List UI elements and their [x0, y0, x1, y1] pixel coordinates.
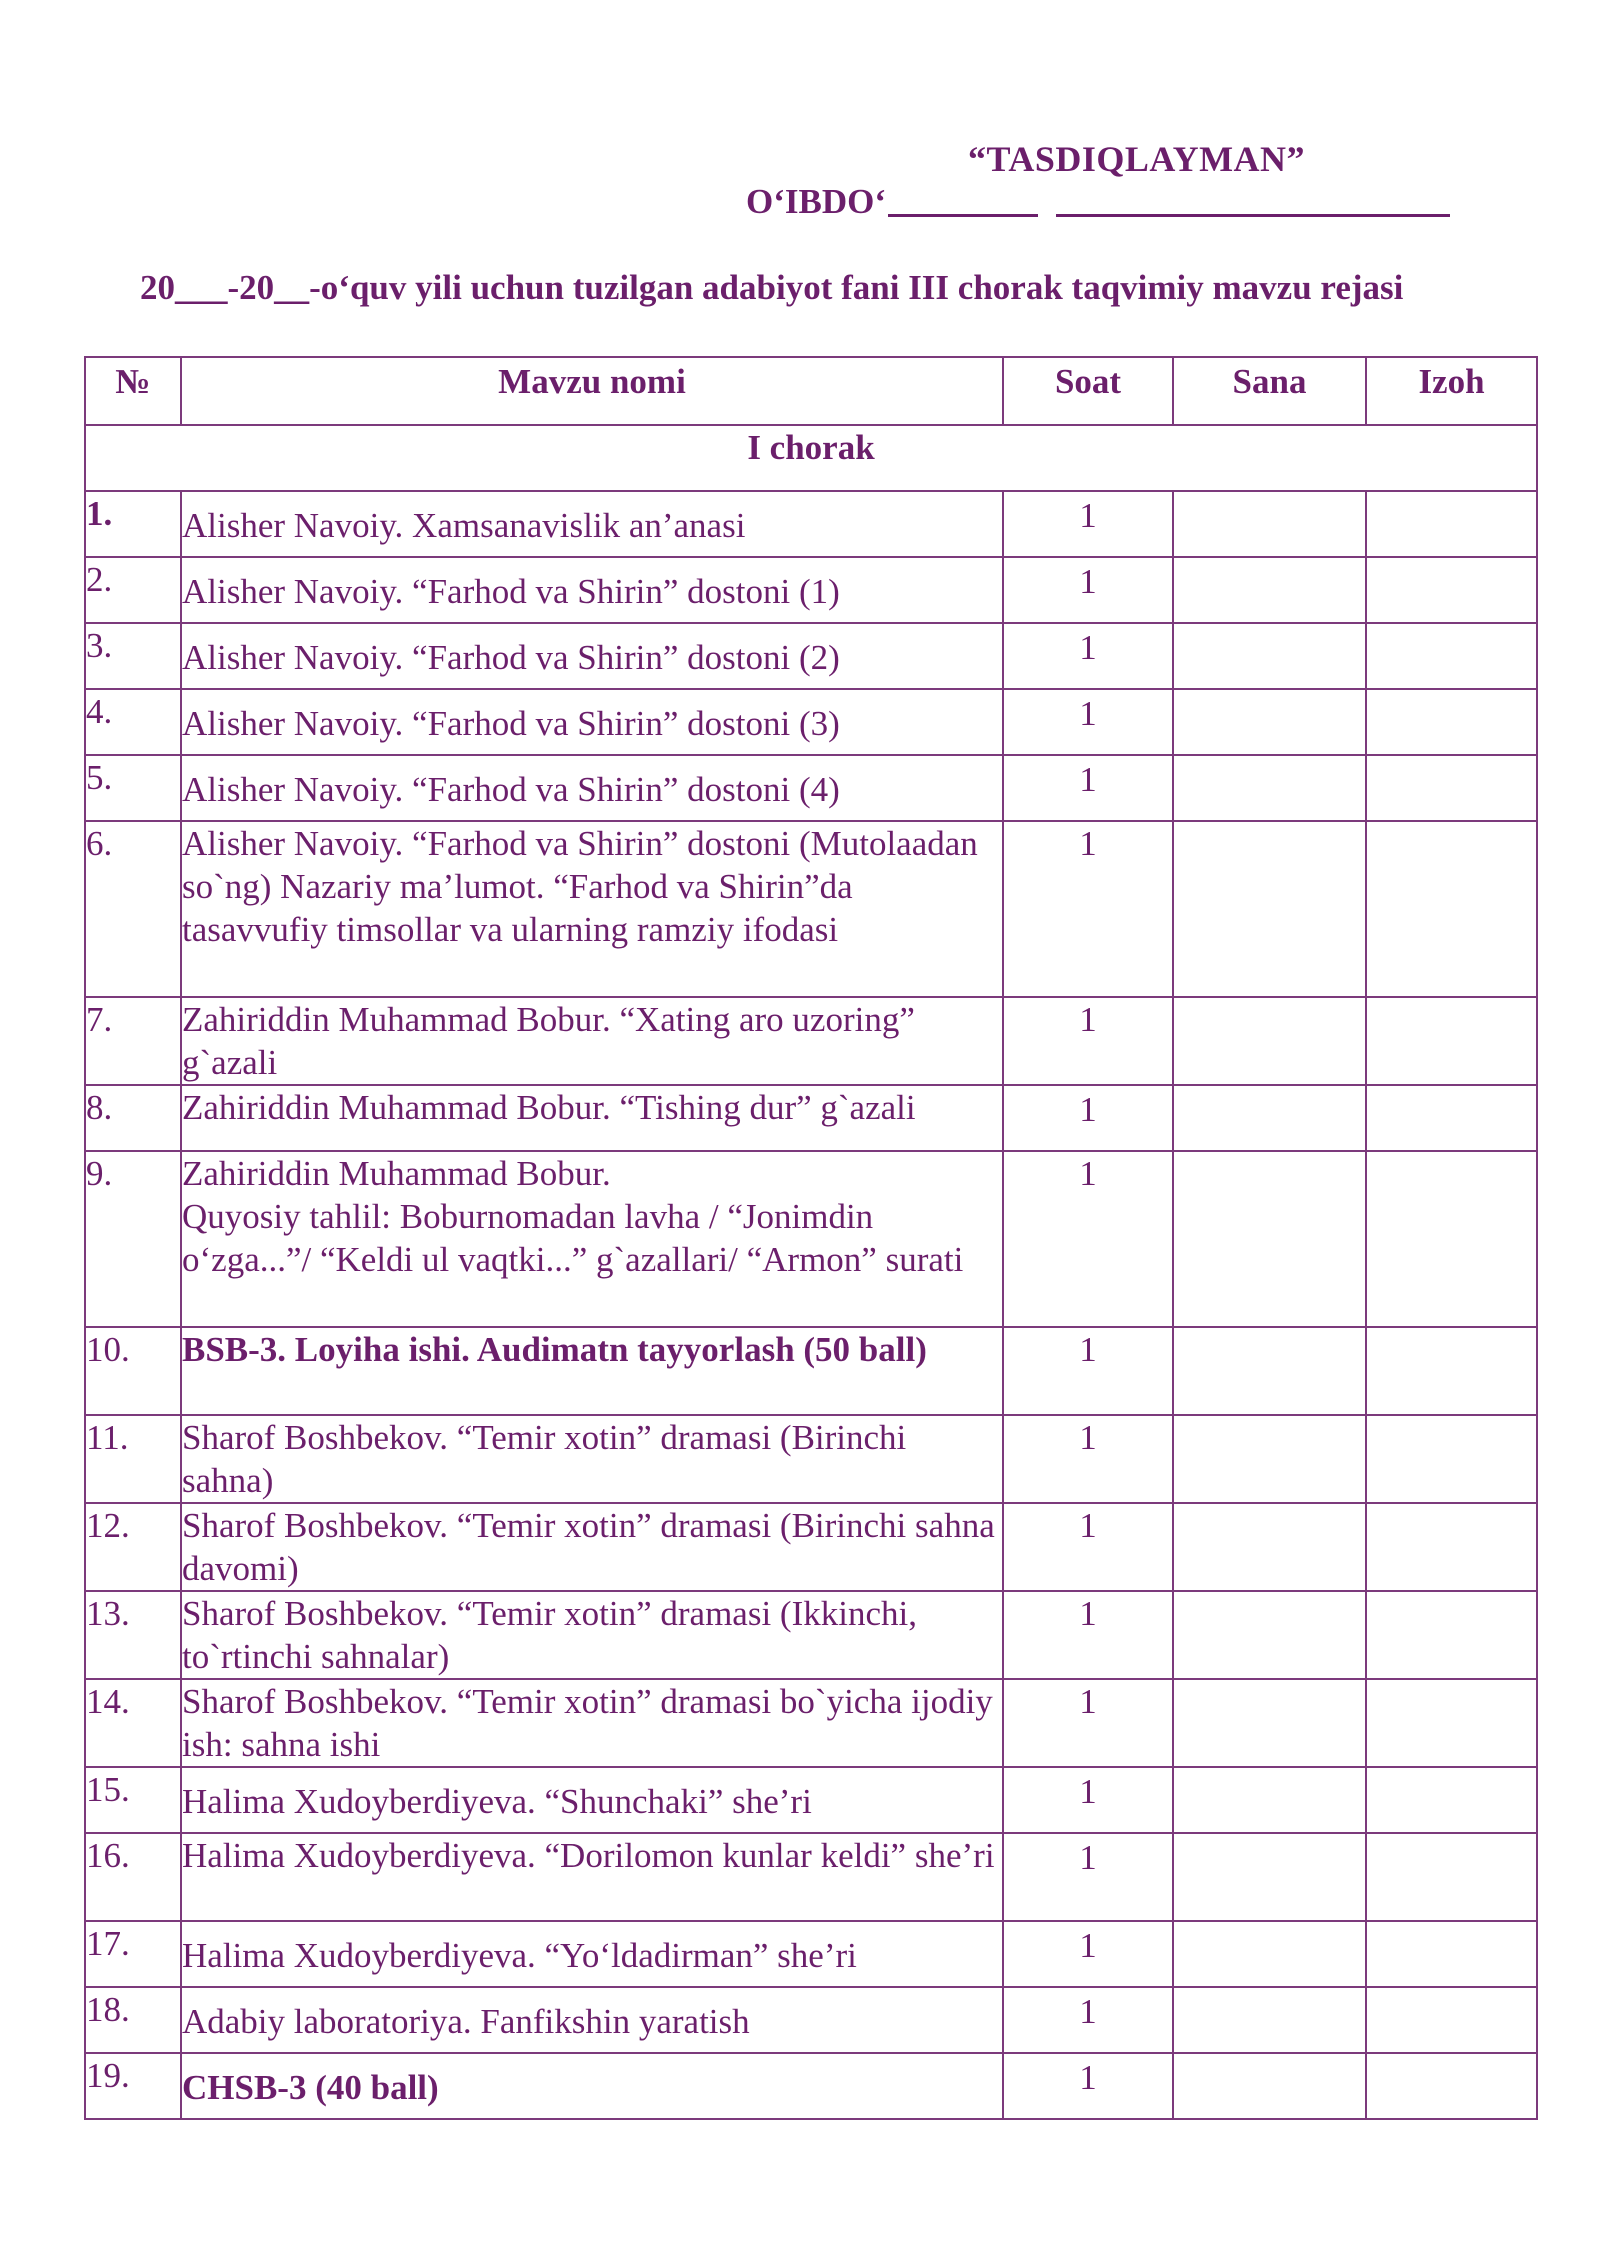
director-label: O‘IBDO‘	[746, 182, 886, 221]
row-note[interactable]	[1366, 491, 1537, 557]
row-hours: 1	[1003, 689, 1173, 755]
table-row	[85, 1415, 1537, 1503]
table-row	[85, 1327, 1537, 1415]
row-topic-detail: Quyosiy tahlil: Boburnomadan lavha / “Jonimdin o‘zga...”/ “Keldi ul vaqtki...” g`azallari/ “Armon” surati	[182, 1197, 964, 1279]
row-note[interactable]	[1366, 2053, 1537, 2119]
signature-blank	[888, 214, 1038, 217]
row-note[interactable]	[1366, 1415, 1537, 1503]
row-number: 18.	[85, 1987, 181, 2053]
table-row	[85, 1767, 1537, 1833]
row-date[interactable]	[1173, 557, 1366, 623]
row-number: 6.	[85, 821, 181, 997]
row-number: 9.	[85, 1151, 181, 1327]
row-note[interactable]	[1366, 1767, 1537, 1833]
row-topic: Alisher Navoiy. “Farhod va Shirin” dostoni (2)	[181, 623, 1003, 689]
row-topic: Zahiriddin Muhammad Bobur. “Tishing dur” g`azali	[181, 1085, 1003, 1151]
row-topic: Sharof Boshbekov. “Temir xotin” dramasi (Birinchi sahna)	[181, 1415, 1003, 1503]
lesson-plan-table	[84, 356, 1538, 2120]
row-date[interactable]	[1173, 2053, 1366, 2119]
table-row	[85, 1151, 1537, 1327]
row-note[interactable]	[1366, 1833, 1537, 1921]
row-number: 12.	[85, 1503, 181, 1591]
row-date[interactable]	[1173, 1987, 1366, 2053]
row-topic: BSB-3. Loyiha ishi. Audimatn tayyorlash (50 ball)	[181, 1327, 1003, 1415]
row-topic: Zahiriddin Muhammad Bobur. “Xating aro uzoring” g`azali	[181, 997, 1003, 1085]
table-row	[85, 1503, 1537, 1591]
row-number: 7.	[85, 997, 181, 1085]
row-topic: Alisher Navoiy. “Farhod va Shirin” dostoni (3)	[181, 689, 1003, 755]
name-blank	[1056, 214, 1450, 217]
row-hours: 1	[1003, 1679, 1173, 1767]
row-topic: CHSB-3 (40 ball)	[181, 2053, 1003, 2119]
row-hours: 1	[1003, 1921, 1173, 1987]
row-hours: 1	[1003, 1591, 1173, 1679]
row-date[interactable]	[1173, 1921, 1366, 1987]
table-row	[85, 1987, 1537, 2053]
row-note[interactable]	[1366, 997, 1537, 1085]
row-hours: 1	[1003, 2053, 1173, 2119]
table-row	[85, 997, 1537, 1085]
row-topic: Sharof Boshbekov. “Temir xotin” dramasi (Ikkinchi, to`rtinchi sahnalar)	[181, 1591, 1003, 1679]
row-topic: Alisher Navoiy. “Farhod va Shirin” dostoni (4)	[181, 755, 1003, 821]
row-topic: Sharof Boshbekov. “Temir xotin” dramasi bo`yicha ijodiy ish: sahna ishi	[181, 1679, 1003, 1767]
row-date[interactable]	[1173, 689, 1366, 755]
row-number: 13.	[85, 1591, 181, 1679]
row-date[interactable]	[1173, 1591, 1366, 1679]
table-row	[85, 1591, 1537, 1679]
row-hours: 1	[1003, 997, 1173, 1085]
row-topic: Halima Xudoyberdiyeva. “Yo‘ldadirman” she’ri	[181, 1921, 1003, 1987]
row-topic: Alisher Navoiy. “Farhod va Shirin” dostoni (Mutolaadan so`ng) Nazariy ma’lumot. “Farhod va Shirin”da tasavvufiy timsollar va ularning ramziy ifodasi	[181, 821, 1003, 997]
row-number: 2.	[85, 557, 181, 623]
row-topic: Halima Xudoyberdiyeva. “Dorilomon kunlar keldi” she’ri	[181, 1833, 1003, 1921]
row-number: 17.	[85, 1921, 181, 1987]
table-row	[85, 1679, 1537, 1767]
row-note[interactable]	[1366, 821, 1537, 997]
row-note[interactable]	[1366, 1151, 1537, 1327]
row-topic: Halima Xudoyberdiyeva. “Shunchaki” she’ri	[181, 1767, 1003, 1833]
table-row	[85, 623, 1537, 689]
row-topic-cell	[181, 1151, 1003, 1327]
row-date[interactable]	[1173, 1679, 1366, 1767]
section-row	[85, 425, 1537, 491]
table-row	[85, 821, 1537, 997]
row-date[interactable]	[1173, 1415, 1366, 1503]
row-note[interactable]	[1366, 1591, 1537, 1679]
section-title: I chorak	[85, 425, 1537, 491]
row-hours: 1	[1003, 1503, 1173, 1591]
row-hours: 1	[1003, 1151, 1173, 1327]
row-note[interactable]	[1366, 1921, 1537, 1987]
row-note[interactable]	[1366, 1085, 1537, 1151]
row-hours: 1	[1003, 1833, 1173, 1921]
row-date[interactable]	[1173, 821, 1366, 997]
column-header-hours: Soat	[1003, 357, 1173, 425]
approval-heading: “TASDIQLAYMAN”	[968, 139, 1306, 179]
row-number: 19.	[85, 2053, 181, 2119]
row-topic: Alisher Navoiy. “Farhod va Shirin” dostoni (1)	[181, 557, 1003, 623]
row-date[interactable]	[1173, 1085, 1366, 1151]
row-topic: Zahiriddin Muhammad Bobur.	[182, 1154, 611, 1193]
row-date[interactable]	[1173, 755, 1366, 821]
row-date[interactable]	[1173, 1503, 1366, 1591]
row-hours: 1	[1003, 1327, 1173, 1415]
row-number: 11.	[85, 1415, 181, 1503]
row-date[interactable]	[1173, 997, 1366, 1085]
row-date[interactable]	[1173, 1767, 1366, 1833]
row-note[interactable]	[1366, 755, 1537, 821]
row-number: 14.	[85, 1679, 181, 1767]
row-note[interactable]	[1366, 1503, 1537, 1591]
row-topic: Adabiy laboratoriya. Fanfikshin yaratish	[181, 1987, 1003, 2053]
table-row	[85, 557, 1537, 623]
row-date[interactable]	[1173, 1833, 1366, 1921]
row-hours: 1	[1003, 755, 1173, 821]
row-hours: 1	[1003, 623, 1173, 689]
table-row	[85, 1921, 1537, 1987]
column-header-topic: Mavzu nomi	[181, 357, 1003, 425]
document-title: 20___-20__-o‘quv yili uchun tuzilgan adabiyot fani III chorak taqvimiy mavzu rejasi	[140, 268, 1404, 307]
table-row	[85, 1085, 1537, 1151]
column-header-note: Izoh	[1366, 357, 1537, 425]
row-hours: 1	[1003, 1415, 1173, 1503]
table-row	[85, 491, 1537, 557]
row-number: 3.	[85, 623, 181, 689]
row-note[interactable]	[1366, 1987, 1537, 2053]
row-topic: Alisher Navoiy. Xamsanavislik an’anasi	[181, 491, 1003, 557]
row-number: 16.	[85, 1833, 181, 1921]
row-number: 5.	[85, 755, 181, 821]
table-row	[85, 2053, 1537, 2119]
row-hours: 1	[1003, 1987, 1173, 2053]
row-date[interactable]	[1173, 623, 1366, 689]
table-header-row	[85, 357, 1537, 425]
row-date[interactable]	[1173, 1327, 1366, 1415]
row-date[interactable]	[1173, 491, 1366, 557]
row-number: 1.	[85, 491, 181, 557]
table-row	[85, 1833, 1537, 1921]
row-note[interactable]	[1366, 1327, 1537, 1415]
row-topic: Sharof Boshbekov. “Temir xotin” dramasi (Birinchi sahna davomi)	[181, 1503, 1003, 1591]
row-hours: 1	[1003, 1085, 1173, 1151]
row-hours: 1	[1003, 1767, 1173, 1833]
row-number: 15.	[85, 1767, 181, 1833]
row-note[interactable]	[1366, 557, 1537, 623]
row-hours: 1	[1003, 557, 1173, 623]
row-date[interactable]	[1173, 1151, 1366, 1327]
row-number: 8.	[85, 1085, 181, 1151]
column-header-date: Sana	[1173, 357, 1366, 425]
row-note[interactable]	[1366, 689, 1537, 755]
row-number: 4.	[85, 689, 181, 755]
table-row	[85, 755, 1537, 821]
table-row	[85, 689, 1537, 755]
director-signature-line	[746, 182, 1450, 222]
row-hours: 1	[1003, 821, 1173, 997]
column-header-number: №	[85, 357, 181, 425]
row-note[interactable]	[1366, 623, 1537, 689]
row-note[interactable]	[1366, 1679, 1537, 1767]
row-hours: 1	[1003, 491, 1173, 557]
row-number: 10.	[85, 1327, 181, 1415]
